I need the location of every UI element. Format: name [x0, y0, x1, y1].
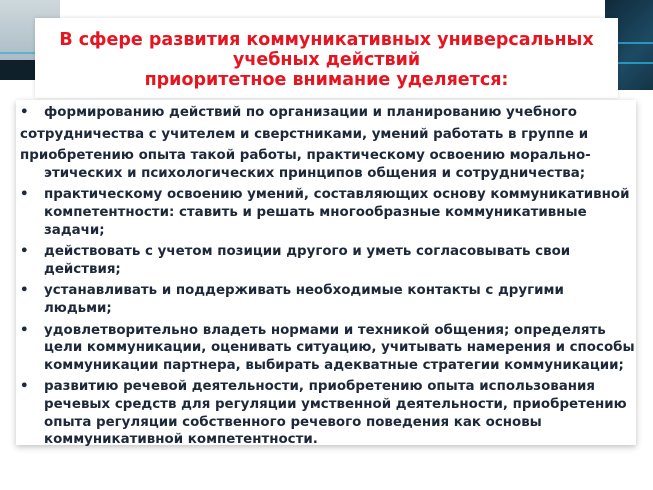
list-item — [20, 104, 636, 122]
list-item-text: действовать с учетом позиции другого и уметь согласовывать свои действия; — [44, 244, 571, 277]
list-item — [20, 378, 636, 448]
list-item — [20, 186, 636, 239]
list-item-text: практическому освоению умений, составляющих основу коммуникативной компетентности: ставить и решать многообразные коммуникативные задачи; — [44, 187, 630, 238]
bullet-icon: • — [20, 244, 29, 260]
bullet-icon: • — [20, 283, 29, 299]
title-line-3: приоритетное внимание уделяется: — [144, 70, 509, 90]
bullet-icon: • — [20, 379, 29, 395]
list-item — [20, 243, 636, 278]
title-line-2: учебных действий — [232, 50, 421, 70]
slide-title — [35, 18, 618, 98]
bullet-icon: • — [20, 105, 29, 120]
list-item-text: устанавливать и поддерживать необходимые контакты с другими людьми; — [44, 283, 564, 316]
list-item-text: удовлетворительно владеть нормами и техникой общения; определять цели коммуникации, оценивать ситуацию, учитывать намерения и способы коммуникации партнера, выбирать адекватные стратегии коммуникации; — [44, 322, 635, 373]
list-item-text: развитию речевой деятельности, приобретению опыта использования речевых средств для регуляции умственной деятельности, приобретению опыта регуляции собственного речевого поведения как основы коммуникативной компетентности. — [44, 379, 627, 448]
text-line: сотрудничества с учителем и сверстниками, умений работать в группе и — [20, 126, 589, 142]
title-line-1: В сфере развития коммуникативных универсальных — [59, 30, 594, 50]
list-item-text: формированию действий по организации и планированию учебного — [44, 105, 578, 120]
list-item — [20, 322, 636, 375]
text-line: приобретению опыта такой работы, практическому освоению морально- — [20, 148, 591, 164]
bullet-icon: • — [20, 187, 29, 203]
content-panel — [16, 100, 636, 448]
bullet-icon: • — [20, 322, 29, 338]
text-line: этических и психологических принципов общения и сотрудничества; — [44, 165, 586, 181]
list-item — [20, 282, 636, 317]
